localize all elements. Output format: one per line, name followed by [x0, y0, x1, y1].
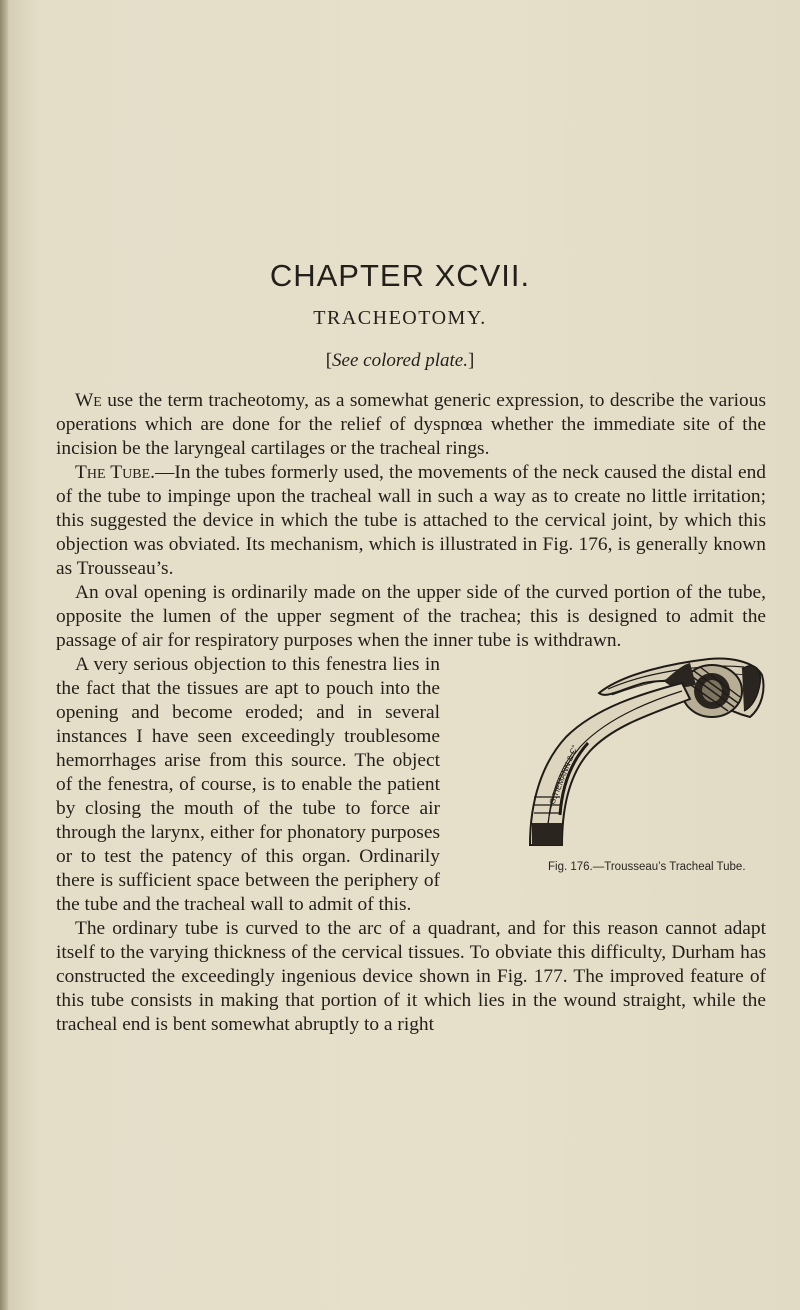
plate-reference-text: See colored plate.: [332, 350, 468, 371]
paragraph-2: [56, 461, 766, 581]
plate-bracket-open: [: [325, 350, 333, 371]
plate-reference: [0, 350, 800, 372]
figure-caption: Fig. 176.—Trousseau’s Tracheal Tube.: [548, 861, 746, 873]
chapter-heading: CHAPTER XCVII.: [269, 258, 531, 293]
figure-176: [452, 655, 772, 880]
paragraph-3: [56, 581, 766, 653]
paragraph-2-text: —In the tubes formerly used, the movements of the neck caused the distal end of the tube to impinge upon the tracheal wall in such a way as to create no little irritation; this suggested the device in which the tube is attached to the cervical joint, by which this objection was obviated. Its mechanism, which is illustrated in Fig. 176, is generally known as Trousseau’s.: [56, 462, 766, 579]
engraved-maker-name: G.TIEMANN & C°: [547, 743, 580, 806]
paragraph-1-lead: We: [75, 390, 102, 411]
body-text: [56, 389, 766, 1037]
paragraph-5-text: The ordinary tube is curved to the arc of a quadrant, and for this reason cannot adapt itself to the varying thickness of the cervical tissues. To obviate this difficulty, Durham has constructed the exceedingly ingenious device shown in Fig. 177. The improved feature of this tube consists in making that portion of it which lies in the wound straight, while the tracheal end is bent somewhat abruptly to a right: [56, 918, 766, 1035]
paragraph-5: [56, 917, 766, 1037]
paragraph-4-text: A very serious objection to this fenestra lies in the fact that the tissues are apt to pouch into the opening and become eroded; and in several instances I have seen exceedingly troublesome hemorrhages arise from this source. The object of the fenestra, of course, is to enable the patient by closing the mouth of the tube to force air through the larynx, either for phonatory purposes or to test the patency of this organ. Ordinarily there is sufficient space between the periphery of the tube and the tracheal wall to admit of this.: [56, 654, 440, 915]
paragraph-2-lead: The Tube.: [75, 462, 155, 483]
paragraph-1: [56, 389, 766, 461]
page-binding-edge: [0, 0, 8, 1310]
curved-tube: [530, 683, 690, 845]
paragraph-3-text: An oval opening is ordinarily made on the upper side of the curved portion of the tube, opposite the lumen of the upper segment of the trachea; this is designed to admit the passage of air for respiratory purposes when the inner tube is withdrawn.: [56, 582, 766, 651]
plate-bracket-close: ]: [467, 350, 475, 371]
tracheal-tube-illustration: [504, 655, 772, 851]
chapter-title: TRACHEOTOMY.: [313, 307, 487, 329]
paragraph-1-text: use the term tracheotomy, as a somewhat generic expression, to describe the various operations which are done for the relief of dyspnœa whether the immediate site of the incision be the laryngeal cartilages or the tracheal rings.: [56, 390, 766, 459]
